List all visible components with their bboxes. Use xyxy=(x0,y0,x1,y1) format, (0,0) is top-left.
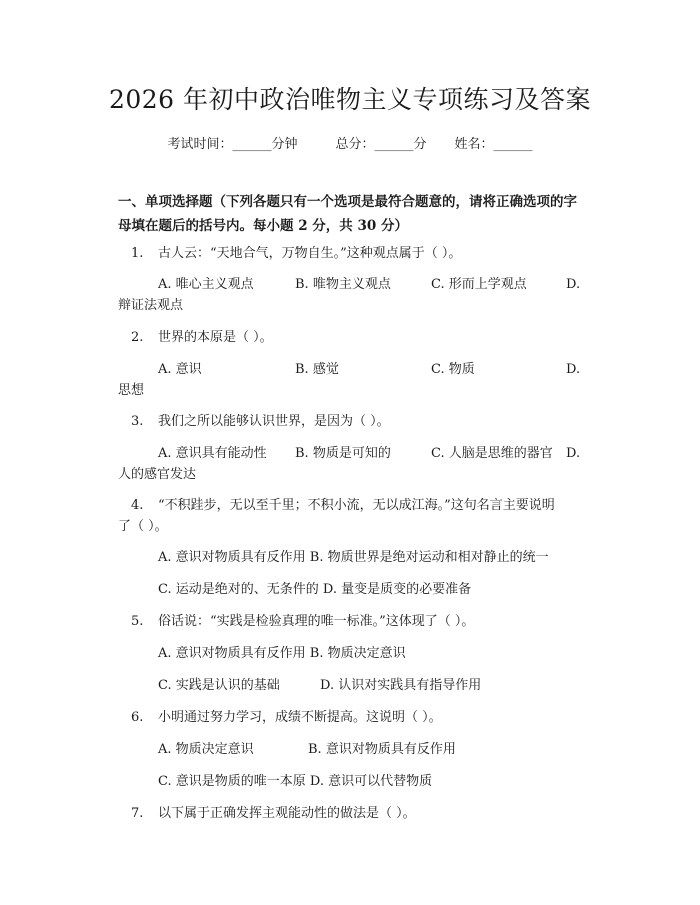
exam-time: 考试时间：______分钟 xyxy=(167,137,298,152)
question-stem: “不积跬步，无以至千里；不积小流，无以成江海。”这句名言主要说明 xyxy=(158,498,555,513)
question-stem: 世界的本原是（ ）。 xyxy=(158,330,273,345)
option-d: D. 认识对实践具有指导作用 xyxy=(320,678,482,693)
option-d: D. xyxy=(566,277,581,292)
option-a: A. 唯心主义观点 xyxy=(158,277,254,292)
question-stem-wrap: 了（ ）。 xyxy=(118,519,168,534)
option-d: D. xyxy=(566,446,581,461)
option-a: A. 物质决定意识 xyxy=(158,742,254,757)
options-row: A. 意识对物质具有反作用 B. 物质世界是绝对运动和相对静止的统一 xyxy=(158,550,549,565)
total-score: 总分：______分 xyxy=(335,137,427,152)
question-number: 5. xyxy=(131,614,144,629)
option-b: B. 感觉 xyxy=(295,362,339,377)
question-number: 1. xyxy=(131,246,144,261)
option-c: C. 物质 xyxy=(431,362,475,377)
question-stem: 小明通过努力学习，成绩不断提高。这说明（ ）。 xyxy=(158,710,442,725)
section-heading: 一、单项选择题（下列各题只有一个选项是最符合题意的，请将正确选项的字母填在题后的括号内。每小题 2 分，共 30 分） xyxy=(118,194,577,234)
question-number: 2. xyxy=(131,330,144,345)
option-c: C. 人脑是思维的器官 xyxy=(431,446,553,461)
page-title: 2026 年初中政治唯物主义专项练习及答案 xyxy=(108,85,592,114)
option-a: A. 意识具有能动性 xyxy=(158,446,267,461)
question-number: 6. xyxy=(131,710,144,725)
options-row: C. 意识是物质的唯一本原 D. 意识可以代替物质 xyxy=(158,774,433,789)
question-number: 4. xyxy=(131,498,144,513)
student-name: 姓名：______ xyxy=(454,137,533,152)
option-b: B. 物质是可知的 xyxy=(295,446,391,461)
option-c: C. 形而上学观点 xyxy=(431,277,527,292)
question-stem: 我们之所以能够认识世界，是因为（ ）。 xyxy=(158,414,390,429)
options-row: C. 运动是绝对的、无条件的 D. 量变是质变的必要准备 xyxy=(158,582,472,597)
option-d: D. xyxy=(566,362,581,377)
option-b: B. 意识对物质具有反作用 xyxy=(308,742,456,757)
question-stem: 古人云：“天地合气，万物自生。”这种观点属于（ ）。 xyxy=(158,246,462,261)
option-d-text: 辩证法观点 xyxy=(118,298,184,313)
question-number: 7. xyxy=(131,806,144,821)
question-stem: 以下属于正确发挥主观能动性的做法是（ ）。 xyxy=(158,806,416,821)
option-d-text: 人的感官发达 xyxy=(118,467,197,482)
question-stem: 俗话说：“实践是检验真理的唯一标准。”这体现了（ ）。 xyxy=(158,614,475,629)
option-c: C. 实践是认识的基础 xyxy=(158,678,280,693)
question-number: 3. xyxy=(131,414,144,429)
option-d-text: 思想 xyxy=(118,383,145,398)
option-a: A. 意识 xyxy=(158,362,202,377)
options-row: A. 意识对物质具有反作用 B. 物质决定意识 xyxy=(158,646,406,661)
exam-meta xyxy=(0,133,700,152)
option-b: B. 唯物主义观点 xyxy=(295,277,391,292)
